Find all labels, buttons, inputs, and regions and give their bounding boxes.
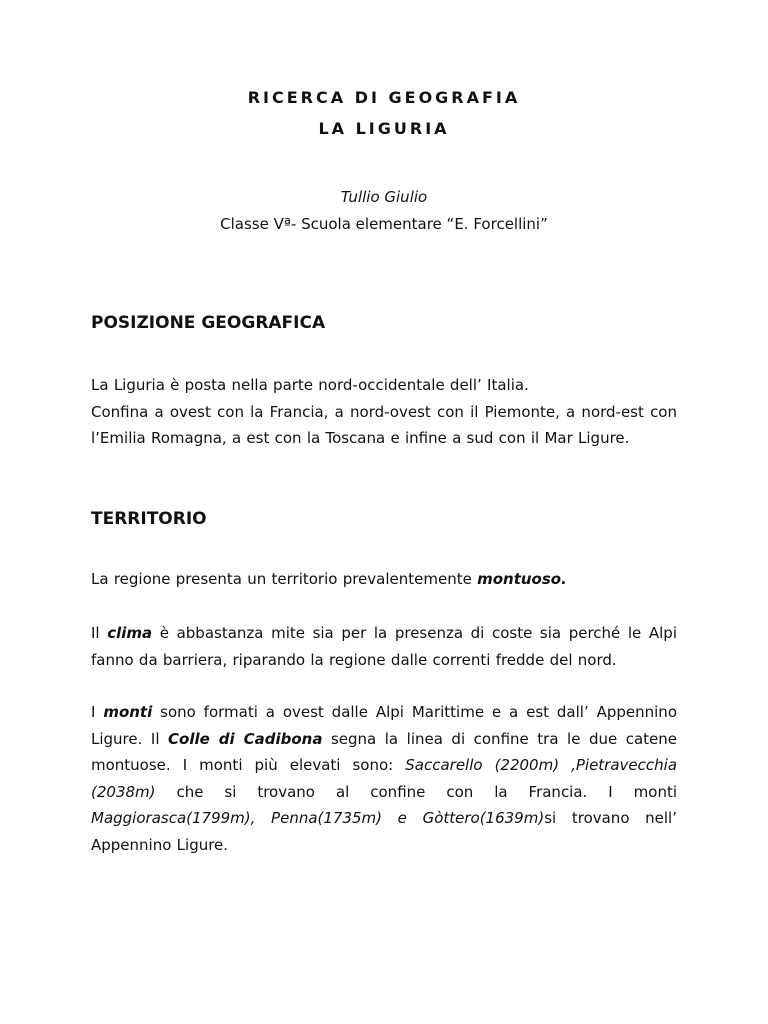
paragraph-monti xyxy=(91,699,677,858)
document-title: RICERCA DI GEOGRAFIA xyxy=(247,88,521,107)
emphasis-monti: monti xyxy=(103,703,153,721)
emphasis-clima: clima xyxy=(107,624,153,642)
text-run: Il xyxy=(91,624,108,642)
italic-mountains-appennino: Maggiorasca(1799m), Penna(1735m) e Gòttero(1639m) xyxy=(91,809,545,827)
text-run: è abbastanza mite sia per la presenza di coste sia perché le Alpi fanno da barriera, riparando la regione dalle correnti fredde del nord. xyxy=(91,624,677,669)
document-subtitle: LA LIGURIA xyxy=(318,119,450,138)
italic-mountains-france: Saccarello (2200m) ,Pietravecchia (2038m) xyxy=(91,756,678,801)
paragraph-text: Confina a ovest con la Francia, a nord-ovest con il Piemonte, a nord-est con l’Emilia Romagna, a est con la Toscana e infine a sud con il Mar Ligure. xyxy=(91,402,677,447)
paragraph-territorio xyxy=(91,566,677,593)
text-run: La regione presenta un territorio prevalentemente xyxy=(91,570,478,588)
school-info: Classe Vª- Scuola elementare “E. Forcellini” xyxy=(220,215,548,233)
section-heading-territorio: TERRITORIO xyxy=(91,509,207,529)
section-heading-posizione: POSIZIONE GEOGRAFICA xyxy=(91,313,326,333)
emphasis-montuoso: montuoso. xyxy=(477,570,567,588)
text-run: sono formati a ovest dalle Alpi Marittime e a est dall’ Appennino Ligure. Il xyxy=(91,703,677,748)
emphasis-colle: Colle di Cadibona xyxy=(168,729,323,748)
text-run: segna la linea di confine tra le due catene montuose. I monti più elevati sono: xyxy=(91,729,677,774)
text-run: che si trovano al confine con la Francia. I monti xyxy=(155,782,677,801)
author-name: Tullio Giulio xyxy=(340,188,428,206)
paragraph-posizione xyxy=(91,372,677,452)
paragraph-line: La Liguria è posta nella parte nord-occidentale dell’ Italia. xyxy=(91,376,529,394)
text-run: I xyxy=(91,703,104,721)
paragraph-clima xyxy=(91,620,677,673)
text-run: si trovano nell’ Appennino Ligure. xyxy=(91,809,677,854)
